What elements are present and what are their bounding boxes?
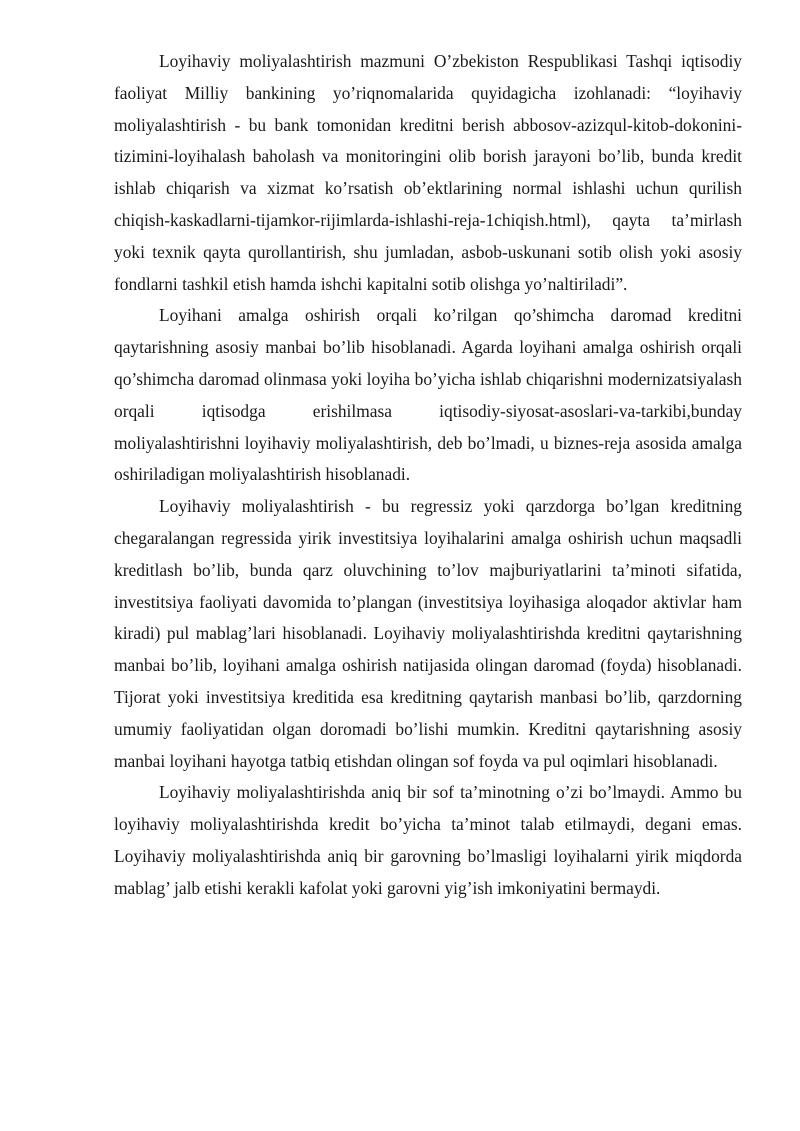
paragraph: Loyihaviy moliyalashtirish - bu regressiz yoki qarzdorga bo’lgan kreditning chegaralangan regressida yirik investitsiya loyihalarini amalga oshirish uchun maqsadli kreditlash bo’lib, bunda qarz oluvchining to’lov majburiyatlarini ta’minoti sifatida, investitsiya faoliyati davomida to’plangan (investitsiya loyihasiga aloqador aktivlar ham kiradi) pul mablag’lari hisoblanadi. Loyihaviy moliyalashtirishda kreditni qaytarishning manbai bo’lib, loyihani amalga oshirish natijasida olingan daromad (foyda) hisoblanadi. Tijorat yoki investitsiya kreditida esa kreditning qaytarish manbasi bo’lib, qarzdorning umumiy faoliyatidan olgan doromadi bo’lishi mumkin. Kreditni qaytarishning asosiy manbai loyihani hayotga tatbiq etishdan olingan sof foyda va pul oqimlari hisoblanadi.	[114, 496, 742, 771]
paragraph: Loyihani amalga oshirish orqali ko’rilgan qo’shimcha daromad kreditni qaytarishning asosiy manbai bo’lib hisoblanadi. Agarda loyihani amalga oshirish orqali qo’shimcha daromad olinmasa yoki loyiha bo’yicha ishlab chiqarishni modernizatsiyalash orqali iqtisodga erishilmasa iqtisodiy-siyosat-asoslari-va-tarkibi,bunday moliyalashtirishni loyihaviy moliyalashtirish, deb bo’lmadi, u biznes-reja asosida amalga oshiriladigan moliyalashtirish hisoblanadi.	[114, 305, 742, 485]
paragraph: Loyihaviy moliyalashtirishda aniq bir sof ta’minotning o’zi bo’lmaydi. Ammo bu loyihaviy moliyalashtirishda kredit bo’yicha ta’minot talab etilmaydi, degani emas. Loyihaviy moliyalashtirishda aniq bir garovning bo’lmasligi loyihalarni yirik miqdorda mablag’ jalb etishi kerakli kafolat yoki garovni yig’ish imkoniyatini bermaydi.	[114, 782, 742, 898]
paragraph: Loyihaviy moliyalashtirish mazmuni O’zbekiston Respublikasi Tashqi iqtisodiy faoliyat Milliy bankining yo’riqnomalarida quyidagicha izohlanadi: “loyihaviy moliyalashtirish - bu bank tomonidan kreditni berish abbosov-azizqul-kitob-dokonini-tizimini-loyihalash baholash va monitoringini olib borish jarayoni bo’lib, bunda kredit ishlab chiqarish va xizmat ko’rsatish ob’ektlarining normal ishlashi uchun qurilish chiqish-kaskadlarni-tijamkor-rijimlarda-ishlashi-reja-1chiqish.html), qayta ta’mirlash yoki texnik qayta qurollantirish, shu jumladan, asbob-uskunani sotib olish yoki asosiy fondlarni tashkil etish hamda ishchi kapitalni sotib olishga yo’naltiriladi”.	[114, 51, 742, 294]
document-body	[114, 46, 742, 905]
